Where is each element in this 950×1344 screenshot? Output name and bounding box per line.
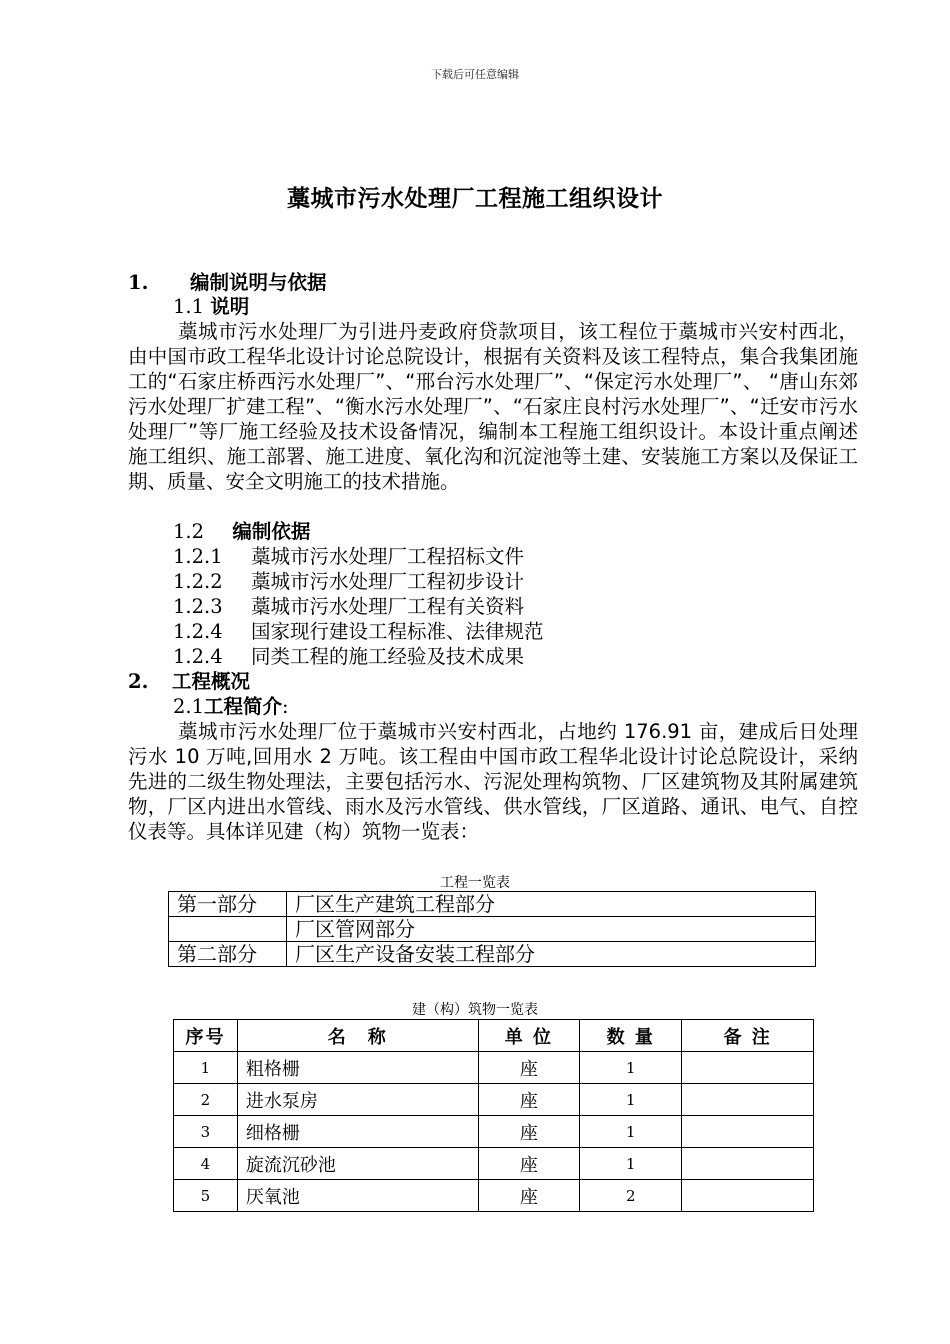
cell-qty: 1 bbox=[580, 1148, 682, 1180]
cell-qty: 1 bbox=[580, 1116, 682, 1148]
cell-no: 3 bbox=[174, 1116, 238, 1148]
table-cell-part: 第一部分 bbox=[169, 892, 287, 917]
section-1-1-paragraph: 藁城市污水处理厂为引进丹麦政府贷款项目，该工程位于藁城市兴安村西北，由中国市政工程华北设计讨论总院设计，根据有关资料及该工程特点，集合我集团施工的“石家庄桥西污水处理厂”、“邢台污水处理厂”、“保定污水处理厂”、 “唐山东郊污水处理厂扩建工程”、“衡水污水处理厂”、“石家庄良村污水处理厂”、“迁安市污水处理厂”等厂施工经验及技术设备情况，编制本工程施工组织设计。本设计重点阐述施工组织、施工部署、施工进度、氧化沟和沉淀池等土建、安装施工方案以及保证工期、质量、安全文明施工的技术措施。 bbox=[128, 320, 858, 493]
section-2-number: 2. bbox=[128, 670, 149, 693]
subsection-1-1-heading bbox=[173, 294, 249, 319]
cell-name: 旋流沉砂池 bbox=[237, 1148, 478, 1180]
document-title: 藁城市污水处理厂工程施工组织设计 bbox=[287, 186, 663, 212]
subsection-2-1-number: 2.1 bbox=[173, 695, 205, 718]
table-row bbox=[174, 1116, 814, 1148]
cell-remark bbox=[682, 1084, 814, 1116]
cell-remark bbox=[682, 1116, 814, 1148]
structures-table bbox=[173, 1019, 814, 1212]
basis-item-number: 1.2.4 bbox=[173, 645, 223, 668]
table-header-row bbox=[174, 1020, 814, 1052]
subsection-2-1-title: 工程简介 bbox=[204, 695, 283, 718]
header-qty: 数 量 bbox=[580, 1020, 682, 1052]
table-cell-part: 第二部分 bbox=[169, 942, 287, 967]
section-2-heading bbox=[128, 669, 250, 694]
basis-item-text: 同类工程的施工经验及技术成果 bbox=[251, 645, 525, 668]
cell-unit: 座 bbox=[478, 1148, 580, 1180]
cell-remark bbox=[682, 1180, 814, 1212]
table-row bbox=[174, 1052, 814, 1084]
subsection-1-1-number: 1.1 bbox=[173, 295, 205, 318]
section-1-title: 编制说明与依据 bbox=[189, 271, 327, 294]
cell-unit: 座 bbox=[478, 1180, 580, 1212]
project-overview-table bbox=[168, 891, 816, 967]
basis-item-number: 1.2.2 bbox=[173, 570, 223, 593]
table-2-caption: 建（构）筑物一览表 bbox=[412, 1002, 538, 1018]
header-no: 序号 bbox=[174, 1020, 238, 1052]
subsection-2-1-colon: : bbox=[282, 695, 289, 718]
cell-name: 粗格栅 bbox=[237, 1052, 478, 1084]
header-name: 名 称 bbox=[237, 1020, 478, 1052]
basis-item-number: 1.2.4 bbox=[173, 620, 223, 643]
basis-item-text: 藁城市污水处理厂工程招标文件 bbox=[251, 545, 525, 568]
header-note: 下载后可任意编辑 bbox=[431, 68, 519, 81]
cell-unit: 座 bbox=[478, 1116, 580, 1148]
table-cell-content: 厂区生产建筑工程部分 bbox=[287, 892, 816, 917]
cell-name: 细格栅 bbox=[237, 1116, 478, 1148]
cell-qty: 1 bbox=[580, 1084, 682, 1116]
cell-remark bbox=[682, 1148, 814, 1180]
cell-no: 4 bbox=[174, 1148, 238, 1180]
subsection-1-2-heading bbox=[173, 519, 310, 544]
subsection-1-2-title: 编制依据 bbox=[232, 520, 311, 543]
subsection-1-1-title: 说明 bbox=[210, 295, 250, 318]
basis-item-text: 国家现行建设工程标准、法律规范 bbox=[251, 620, 544, 643]
subsection-1-2-number: 1.2 bbox=[173, 520, 205, 543]
table-row bbox=[169, 942, 816, 967]
cell-no: 1 bbox=[174, 1052, 238, 1084]
section-1-number: 1. bbox=[128, 271, 149, 294]
section-2-title: 工程概况 bbox=[171, 670, 250, 693]
table-row bbox=[169, 892, 816, 917]
basis-item bbox=[173, 544, 524, 569]
table-row bbox=[174, 1084, 814, 1116]
basis-item bbox=[173, 569, 524, 594]
header-unit: 单 位 bbox=[478, 1020, 580, 1052]
basis-item-text: 藁城市污水处理厂工程初步设计 bbox=[251, 570, 525, 593]
table-row bbox=[174, 1180, 814, 1212]
section-2-1-paragraph: 藁城市污水处理厂位于藁城市兴安村西北，占地约 176.91 亩，建成后日处理污水 10 万吨,回用水 2 万吨。该工程由中国市政工程华北设计讨论总院设计，采纳先进的二级生物处理法，主要包括污水、污泥处理构筑物、厂区建筑物及其附属建筑物，厂区内进出水管线、雨水及污水管线、供水管线，厂区道路、通讯、电气、自控仪表等。具体详见建（构）筑物一览表： bbox=[128, 720, 858, 843]
cell-name: 进水泵房 bbox=[237, 1084, 478, 1116]
cell-no: 2 bbox=[174, 1084, 238, 1116]
cell-no: 5 bbox=[174, 1180, 238, 1212]
table-row bbox=[174, 1148, 814, 1180]
table-cell-content: 厂区生产设备安装工程部分 bbox=[287, 942, 816, 967]
section-1-heading bbox=[128, 270, 326, 295]
table-1-caption: 工程一览表 bbox=[440, 875, 510, 891]
basis-item bbox=[173, 594, 524, 619]
table-row bbox=[169, 917, 816, 942]
cell-unit: 座 bbox=[478, 1084, 580, 1116]
basis-item bbox=[173, 619, 544, 644]
cell-qty: 1 bbox=[580, 1052, 682, 1084]
table-cell-part bbox=[169, 917, 287, 942]
basis-item bbox=[173, 644, 524, 669]
table-cell-content: 厂区管网部分 bbox=[287, 917, 816, 942]
cell-remark bbox=[682, 1052, 814, 1084]
cell-unit: 座 bbox=[478, 1052, 580, 1084]
subsection-2-1-heading bbox=[173, 694, 289, 719]
basis-item-number: 1.2.1 bbox=[173, 545, 223, 568]
basis-item-text: 藁城市污水处理厂工程有关资料 bbox=[251, 595, 525, 618]
cell-name: 厌氧池 bbox=[237, 1180, 478, 1212]
cell-qty: 2 bbox=[580, 1180, 682, 1212]
basis-item-number: 1.2.3 bbox=[173, 595, 223, 618]
header-remark: 备 注 bbox=[682, 1020, 814, 1052]
